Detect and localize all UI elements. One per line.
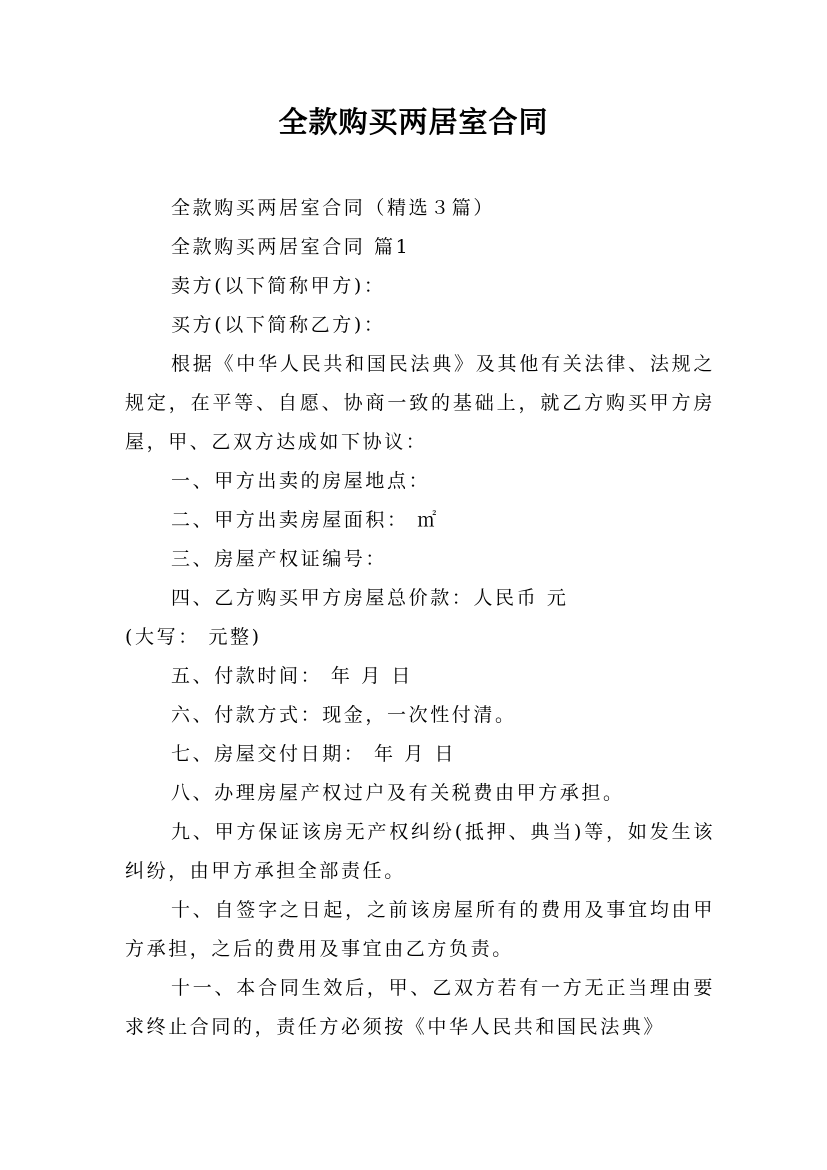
document-body [125,189,715,1047]
document-title: 全款购买两居室合同 [278,105,549,139]
paragraph: 六、付款方式：现金，一次性付清。 [171,704,517,726]
paragraph: 八、办理房屋产权过户及有关税费由甲方承担。 [171,782,625,804]
paragraph: 根据《中华人民共和国民法典》及其他有关法律、法规之规定，在平等、自愿、协商一致的基础上，就乙方购买甲方房屋，甲、乙双方达成如下协议： [125,353,715,453]
paragraph: 全款购买两居室合同（精选３篇） [171,197,496,219]
paragraph: 十一、本合同生效后，甲、乙双方若有一方无正当理由要求终止合同的，责任方必须按《中华人民共和国民法典》 [125,977,715,1038]
paragraph: 十、自签字之日起，之前该房屋所有的费用及事宜均由甲方承担，之后的费用及事宜由乙方负责。 [125,899,715,960]
paragraph: 五、付款时间： 年 月 日 [171,665,413,687]
paragraph: 一、甲方出卖的房屋地点： [171,470,431,492]
paragraph: 二、甲方出卖房屋面积： ㎡ [171,509,439,531]
paragraph: 三、房屋产权证编号： [171,548,388,570]
paragraph: 全款购买两居室合同 篇1 [171,236,411,258]
paragraph: 买方(以下简称乙方)： [171,314,386,336]
paragraph: 四、乙方购买甲方房屋总价款：人民币 元 [171,587,569,609]
paragraph: 七、房屋交付日期： 年 月 日 [171,743,457,765]
paragraph: 卖方(以下简称甲方)： [171,275,386,297]
paragraph: 九、甲方保证该房无产权纠纷(抵押、典当)等，如发生该纠纷，由甲方承担全部责任。 [125,821,715,882]
paragraph: (大写： 元整) [125,626,262,648]
